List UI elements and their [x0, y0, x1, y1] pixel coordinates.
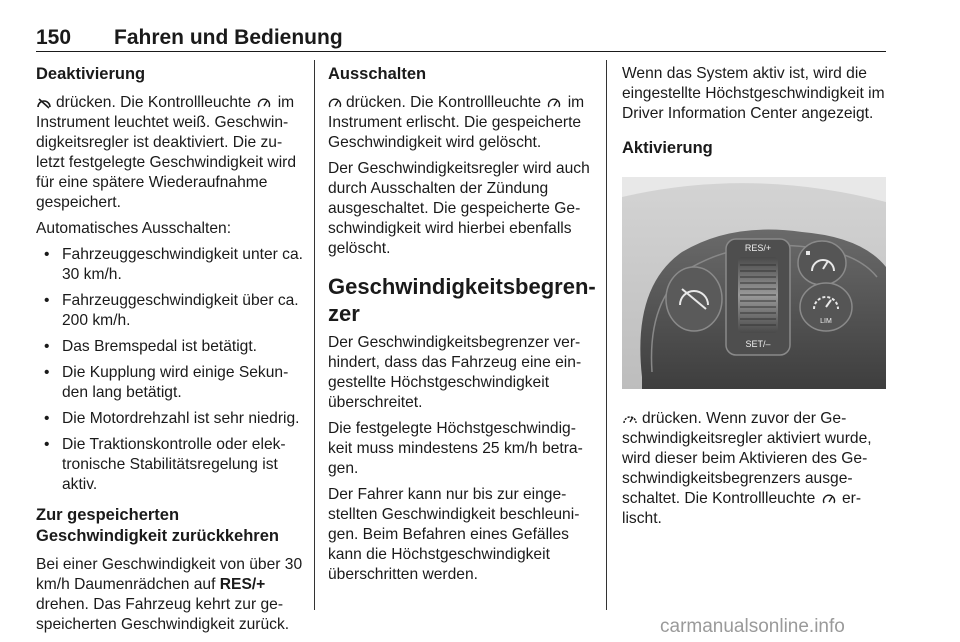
heading-speed-limiter: Geschwindigkeitsbegrenzer [328, 274, 596, 326]
column-3 [622, 64, 886, 535]
speed-limiter-icon [622, 412, 638, 425]
paragraph-switch-off: drücken. Die Kontrollleuchte im Instrument erlischt. Die gespeicherte Geschwindigkeit wird gelöscht. [328, 94, 585, 151]
column-divider [314, 60, 315, 610]
res-plus-label: RES/+ [744, 243, 772, 253]
cruise-cancel-icon [36, 97, 52, 109]
heading-activation: Aktivierung [622, 139, 713, 157]
auto-off-list [36, 245, 304, 495]
paragraph-limiter-activate: drücken. Wenn zuvor der Geschwindigkeitsregler aktiviert wurde, wird dieser beim Aktivieren des Geschwindigkeitsbegrenzers ausgeschaltet. Die Kontrollleuchte erlischt. [622, 410, 872, 527]
heading-switch-off: Ausschalten [328, 65, 427, 83]
page-number: 150 [36, 26, 72, 49]
column-1 [36, 64, 304, 641]
paragraph-limiter-downhill: Der Fahrer kann nur bis zur eingestellten Geschwindigkeit beschleunigen. Beim Befahren eines Gefälles kann die Höchstgeschwindigkeit überschritten werden. [328, 486, 580, 583]
paragraph-ignition-off: Der Geschwindigkeitsregler wird auch durch Ausschalten der Zündung ausgeschaltet. Die gespeicherte Geschwindigkeit wird hierbei ebenfalls gelöscht. [328, 160, 590, 257]
list-item: • Fahrzeuggeschwindigkeit unter ca. 30 km/h. [36, 245, 304, 285]
header-rule [36, 51, 886, 52]
watermark: carmanualsonline.info [660, 616, 845, 637]
heading-return-speed: Zur gespeicherten Geschwindigkeit zurückkehren [36, 506, 279, 545]
cruise-indicator-icon [547, 97, 561, 109]
column-divider [606, 60, 607, 610]
paragraph-dic-display: Wenn das System aktiv ist, wird die eingestellte Höchstgeschwindigkeit im Driver Information Center angezeigt. [622, 65, 885, 122]
cruise-indicator-icon [328, 97, 342, 109]
column-2 [328, 64, 596, 591]
cruise-indicator-icon [257, 97, 271, 109]
list-item: • Die Motordrehzahl ist sehr niedrig. [36, 409, 304, 429]
paragraph-auto-off: Automatisches Ausschalten: [36, 220, 232, 237]
lim-label: LIM [820, 318, 832, 325]
set-minus-label: SET/– [745, 339, 771, 349]
paragraph-deactivation: drücken. Die Kontrollleuchte im Instrument leuchtet weiß. Geschwindigkeitsregler ist deaktiviert. Die zuletzt festgelegte Geschwindigkeit wird für eine spätere Wiederaufnahme gespeichert. [36, 94, 297, 211]
paragraph-limiter-minimum: Die festgelegte Höchstgeschwindigkeit muss mindestens 25 km/h betragen. [328, 420, 583, 477]
cruise-indicator-icon [822, 493, 836, 505]
paragraph-limiter-intro: Der Geschwindigkeitsbegrenzer verhindert, dass das Fahrzeug eine eingestellte Höchstgeschwindigkeit überschreitet. [328, 334, 582, 411]
list-item: • Die Traktionskontrolle oder elektronische Stabilitätsregelung ist aktiv. [36, 435, 304, 495]
running-title: Fahren und Bedienung [114, 26, 343, 49]
steering-wheel-controls-photo [622, 177, 886, 389]
page-header [36, 26, 886, 50]
list-item: • Das Bremspedal ist betätigt. [36, 337, 304, 357]
paragraph-return-speed: Bei einer Geschwindigkeit von über 30 km/h Daumenrädchen auf RES/+ drehen. Das Fahrzeug kehrt zur gespeicherten Geschwindigkeit zurück. [36, 556, 303, 633]
heading-deactivation: Deaktivierung [36, 65, 146, 83]
list-item: • Die Kupplung wird einige Sekunden lang betätigt. [36, 363, 304, 403]
res-label: RES/+ [219, 576, 266, 593]
list-item: • Fahrzeuggeschwindigkeit über ca. 200 km/h. [36, 291, 304, 331]
